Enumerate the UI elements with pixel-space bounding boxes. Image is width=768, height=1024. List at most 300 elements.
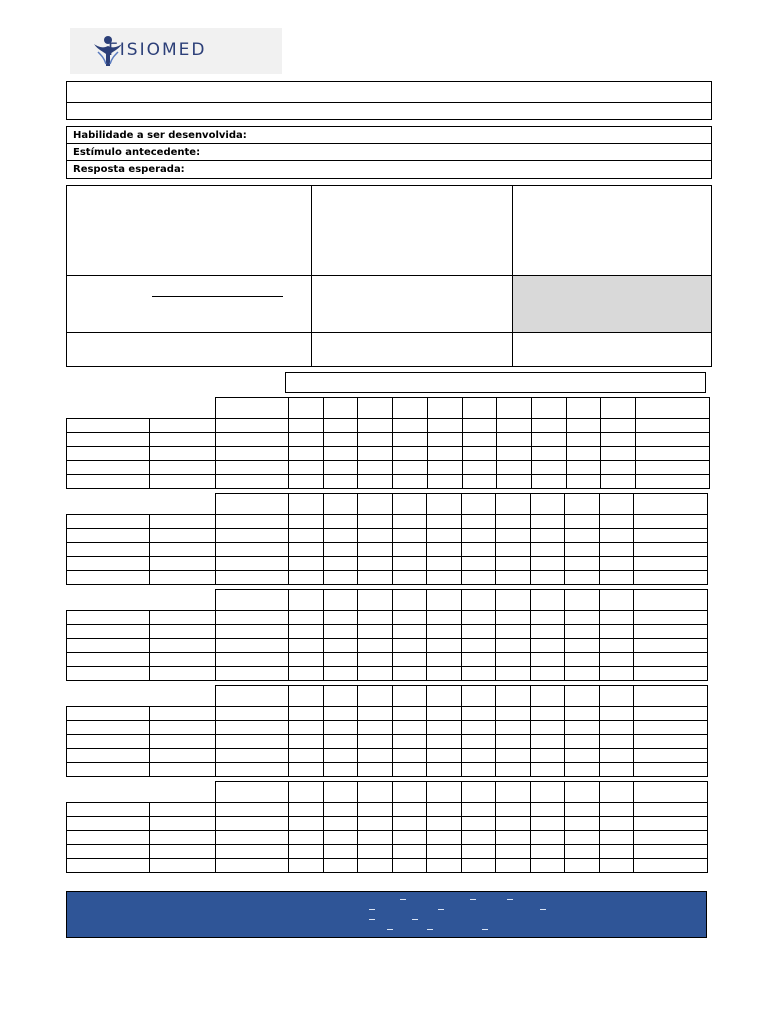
table-cell[interactable] (564, 762, 600, 777)
table-cell[interactable] (66, 802, 150, 817)
table-cell[interactable] (495, 844, 531, 859)
table-cell[interactable] (599, 706, 634, 721)
table-cell[interactable] (531, 432, 567, 447)
table-header-cell[interactable] (215, 397, 289, 419)
table-header-cell[interactable] (392, 589, 427, 611)
table-cell[interactable] (495, 666, 531, 681)
table-cell[interactable] (599, 570, 634, 585)
table-cell[interactable] (323, 816, 358, 831)
table-cell[interactable] (323, 432, 358, 447)
skill-field[interactable] (66, 126, 712, 144)
table-cell[interactable] (357, 528, 393, 543)
table-cell[interactable] (357, 624, 393, 639)
table-cell[interactable] (66, 652, 150, 667)
table-header-cell[interactable] (495, 589, 531, 611)
table-cell[interactable] (462, 460, 497, 475)
table-header-cell[interactable] (357, 781, 393, 803)
table-cell[interactable] (427, 460, 463, 475)
table-cell[interactable] (461, 610, 496, 625)
table-cell[interactable] (215, 570, 289, 585)
table-cell[interactable] (66, 460, 150, 475)
table-cell[interactable] (462, 446, 497, 461)
table-cell[interactable] (495, 556, 531, 571)
table-cell[interactable] (323, 610, 358, 625)
table-cell[interactable] (392, 528, 427, 543)
table-cell[interactable] (599, 830, 634, 845)
table-cell[interactable] (149, 762, 216, 777)
table-cell[interactable] (215, 624, 289, 639)
table-cell[interactable] (215, 556, 289, 571)
table-cell[interactable] (288, 720, 324, 735)
table-cell[interactable] (495, 802, 531, 817)
table-cell[interactable] (461, 844, 496, 859)
table-cell[interactable] (599, 610, 634, 625)
table-cell[interactable] (357, 474, 393, 489)
table-cell[interactable] (566, 446, 601, 461)
table-cell[interactable] (288, 638, 324, 653)
table-cell[interactable] (215, 666, 289, 681)
table-cell[interactable] (495, 542, 531, 557)
table-header-cell[interactable] (215, 781, 289, 803)
table-cell[interactable] (564, 624, 600, 639)
table-cell[interactable] (392, 514, 427, 529)
table-cell[interactable] (288, 610, 324, 625)
table-cell[interactable] (392, 652, 427, 667)
table-cell[interactable] (66, 734, 150, 749)
table-cell[interactable] (66, 666, 150, 681)
table-cell[interactable] (357, 556, 393, 571)
table-title-field[interactable] (285, 372, 706, 393)
table-cell[interactable] (288, 570, 324, 585)
table-cell[interactable] (66, 858, 150, 873)
table-cell[interactable] (564, 514, 600, 529)
table-cell[interactable] (392, 418, 428, 433)
table-cell[interactable] (357, 802, 393, 817)
table-cell[interactable] (392, 720, 427, 735)
table-cell[interactable] (215, 734, 289, 749)
table-cell[interactable] (392, 858, 427, 873)
table-cell[interactable] (531, 418, 567, 433)
table-cell[interactable] (495, 858, 531, 873)
table-header-cell[interactable] (564, 781, 600, 803)
table-cell[interactable] (323, 762, 358, 777)
table-cell[interactable] (357, 666, 393, 681)
table-cell[interactable] (564, 748, 600, 763)
table-cell[interactable] (633, 830, 708, 845)
table-cell[interactable] (426, 762, 462, 777)
table-cell[interactable] (392, 734, 427, 749)
table-cell[interactable] (564, 830, 600, 845)
table-cell[interactable] (215, 816, 289, 831)
table-cell[interactable] (323, 556, 358, 571)
table-cell[interactable] (599, 638, 634, 653)
table-cell[interactable] (323, 570, 358, 585)
table-cell[interactable] (633, 748, 708, 763)
table-cell[interactable] (392, 844, 427, 859)
table-cell[interactable] (530, 706, 565, 721)
table-header-cell[interactable] (530, 685, 565, 707)
table-cell[interactable] (427, 446, 463, 461)
table-cell[interactable] (564, 556, 600, 571)
table-cell[interactable] (461, 830, 496, 845)
table-cell[interactable] (357, 858, 393, 873)
table-cell[interactable] (426, 652, 462, 667)
table-cell[interactable] (357, 610, 393, 625)
table-cell[interactable] (633, 706, 708, 721)
table-header-cell[interactable] (599, 781, 634, 803)
table-cell[interactable] (288, 528, 324, 543)
info-cell[interactable] (512, 275, 712, 333)
table-cell[interactable] (288, 514, 324, 529)
table-cell[interactable] (323, 528, 358, 543)
table-header-cell[interactable] (357, 397, 393, 419)
table-header-cell[interactable] (426, 493, 462, 515)
table-cell[interactable] (323, 802, 358, 817)
table-cell[interactable] (288, 858, 324, 873)
table-cell[interactable] (66, 638, 150, 653)
table-cell[interactable] (357, 748, 393, 763)
table-cell[interactable] (149, 748, 216, 763)
table-cell[interactable] (149, 514, 216, 529)
table-cell[interactable] (149, 652, 216, 667)
table-cell[interactable] (392, 542, 427, 557)
table-cell[interactable] (357, 418, 393, 433)
table-cell[interactable] (357, 762, 393, 777)
table-cell[interactable] (531, 474, 567, 489)
table-cell[interactable] (66, 830, 150, 845)
table-cell[interactable] (323, 844, 358, 859)
table-cell[interactable] (323, 446, 358, 461)
table-header-cell[interactable] (461, 685, 496, 707)
table-cell[interactable] (149, 802, 216, 817)
table-cell[interactable] (288, 802, 324, 817)
table-cell[interactable] (215, 460, 289, 475)
table-cell[interactable] (288, 432, 324, 447)
table-cell[interactable] (215, 830, 289, 845)
table-cell[interactable] (149, 556, 216, 571)
table-cell[interactable] (323, 720, 358, 735)
table-cell[interactable] (461, 734, 496, 749)
table-cell[interactable] (66, 432, 150, 447)
table-header-cell[interactable] (288, 397, 324, 419)
table-cell[interactable] (215, 474, 289, 489)
table-cell[interactable] (599, 802, 634, 817)
table-cell[interactable] (461, 542, 496, 557)
table-header-cell[interactable] (288, 589, 324, 611)
table-cell[interactable] (495, 748, 531, 763)
table-cell[interactable] (496, 418, 532, 433)
table-cell[interactable] (426, 706, 462, 721)
table-cell[interactable] (495, 720, 531, 735)
table-cell[interactable] (495, 830, 531, 845)
table-cell[interactable] (288, 748, 324, 763)
table-cell[interactable] (323, 830, 358, 845)
table-cell[interactable] (461, 556, 496, 571)
table-cell[interactable] (288, 556, 324, 571)
table-cell[interactable] (599, 514, 634, 529)
table-cell[interactable] (215, 528, 289, 543)
table-cell[interactable] (392, 666, 427, 681)
table-cell[interactable] (599, 762, 634, 777)
table-cell[interactable] (633, 638, 708, 653)
table-cell[interactable] (461, 816, 496, 831)
table-cell[interactable] (600, 474, 636, 489)
info-cell[interactable] (512, 185, 712, 276)
table-cell[interactable] (426, 624, 462, 639)
table-cell[interactable] (530, 570, 565, 585)
table-cell[interactable] (149, 624, 216, 639)
table-cell[interactable] (357, 706, 393, 721)
table-cell[interactable] (635, 460, 710, 475)
table-cell[interactable] (215, 858, 289, 873)
table-cell[interactable] (392, 432, 428, 447)
table-header-cell[interactable] (426, 589, 462, 611)
table-header-cell[interactable] (564, 685, 600, 707)
table-cell[interactable] (323, 858, 358, 873)
table-cell[interactable] (323, 666, 358, 681)
table-cell[interactable] (564, 706, 600, 721)
table-cell[interactable] (462, 418, 497, 433)
table-cell[interactable] (323, 418, 358, 433)
table-cell[interactable] (323, 474, 358, 489)
table-cell[interactable] (149, 734, 216, 749)
table-cell[interactable] (66, 816, 150, 831)
table-cell[interactable] (149, 432, 216, 447)
table-cell[interactable] (426, 830, 462, 845)
info-cell[interactable] (311, 185, 513, 276)
table-cell[interactable] (426, 638, 462, 653)
table-cell[interactable] (461, 706, 496, 721)
table-cell[interactable] (599, 666, 634, 681)
table-cell[interactable] (564, 802, 600, 817)
table-header-cell[interactable] (357, 685, 393, 707)
table-cell[interactable] (633, 802, 708, 817)
table-cell[interactable] (357, 720, 393, 735)
table-header-cell[interactable] (530, 781, 565, 803)
table-cell[interactable] (530, 720, 565, 735)
table-cell[interactable] (392, 624, 427, 639)
table-cell[interactable] (323, 652, 358, 667)
table-header-cell[interactable] (215, 493, 289, 515)
info-cell[interactable] (66, 332, 312, 367)
table-cell[interactable] (600, 418, 636, 433)
table-cell[interactable] (530, 514, 565, 529)
table-header-cell[interactable] (461, 589, 496, 611)
table-cell[interactable] (66, 474, 150, 489)
table-cell[interactable] (426, 748, 462, 763)
table-cell[interactable] (633, 514, 708, 529)
table-cell[interactable] (288, 844, 324, 859)
table-cell[interactable] (633, 816, 708, 831)
table-cell[interactable] (599, 734, 634, 749)
table-cell[interactable] (149, 570, 216, 585)
table-cell[interactable] (599, 858, 634, 873)
table-cell[interactable] (564, 844, 600, 859)
table-cell[interactable] (426, 844, 462, 859)
table-cell[interactable] (66, 446, 150, 461)
table-cell[interactable] (392, 460, 428, 475)
table-cell[interactable] (149, 638, 216, 653)
table-cell[interactable] (392, 830, 427, 845)
table-header-cell[interactable] (633, 589, 708, 611)
table-cell[interactable] (392, 802, 427, 817)
table-header-cell[interactable] (427, 397, 463, 419)
table-header-cell[interactable] (392, 781, 427, 803)
table-cell[interactable] (495, 514, 531, 529)
table-cell[interactable] (66, 514, 150, 529)
table-header-cell[interactable] (496, 397, 532, 419)
table-cell[interactable] (564, 858, 600, 873)
table-cell[interactable] (215, 844, 289, 859)
table-cell[interactable] (530, 528, 565, 543)
table-cell[interactable] (461, 858, 496, 873)
table-cell[interactable] (288, 666, 324, 681)
table-cell[interactable] (599, 748, 634, 763)
table-cell[interactable] (426, 666, 462, 681)
table-cell[interactable] (215, 446, 289, 461)
table-cell[interactable] (149, 610, 216, 625)
info-cell[interactable] (311, 332, 513, 367)
table-cell[interactable] (427, 474, 463, 489)
table-cell[interactable] (357, 638, 393, 653)
table-cell[interactable] (288, 418, 324, 433)
table-cell[interactable] (564, 652, 600, 667)
table-header-cell[interactable] (495, 685, 531, 707)
table-cell[interactable] (530, 762, 565, 777)
table-cell[interactable] (461, 652, 496, 667)
table-cell[interactable] (215, 762, 289, 777)
table-cell[interactable] (461, 528, 496, 543)
table-cell[interactable] (633, 610, 708, 625)
table-header-cell[interactable] (426, 781, 462, 803)
table-cell[interactable] (495, 638, 531, 653)
table-cell[interactable] (66, 418, 150, 433)
table-cell[interactable] (461, 748, 496, 763)
table-cell[interactable] (495, 816, 531, 831)
table-header-cell[interactable] (392, 397, 428, 419)
table-cell[interactable] (215, 652, 289, 667)
table-cell[interactable] (566, 418, 601, 433)
table-cell[interactable] (530, 816, 565, 831)
info-cell[interactable] (66, 275, 312, 333)
table-cell[interactable] (600, 446, 636, 461)
table-cell[interactable] (392, 816, 427, 831)
table-cell[interactable] (599, 720, 634, 735)
table-cell[interactable] (495, 624, 531, 639)
table-cell[interactable] (564, 638, 600, 653)
table-cell[interactable] (427, 418, 463, 433)
table-cell[interactable] (633, 542, 708, 557)
table-header-cell[interactable] (357, 589, 393, 611)
table-cell[interactable] (215, 610, 289, 625)
table-cell[interactable] (495, 570, 531, 585)
table-header-cell[interactable] (288, 493, 324, 515)
table-cell[interactable] (66, 706, 150, 721)
table-header-cell[interactable] (462, 397, 497, 419)
table-header-cell[interactable] (531, 397, 567, 419)
table-cell[interactable] (288, 474, 324, 489)
table-cell[interactable] (426, 734, 462, 749)
table-cell[interactable] (530, 734, 565, 749)
table-cell[interactable] (215, 638, 289, 653)
table-cell[interactable] (564, 610, 600, 625)
table-cell[interactable] (495, 652, 531, 667)
table-cell[interactable] (357, 734, 393, 749)
table-cell[interactable] (461, 720, 496, 735)
table-cell[interactable] (66, 748, 150, 763)
table-cell[interactable] (357, 816, 393, 831)
table-cell[interactable] (461, 802, 496, 817)
table-header-cell[interactable] (215, 589, 289, 611)
table-cell[interactable] (215, 720, 289, 735)
table-cell[interactable] (426, 514, 462, 529)
table-header-cell[interactable] (323, 589, 358, 611)
table-cell[interactable] (564, 816, 600, 831)
table-cell[interactable] (288, 830, 324, 845)
table-cell[interactable] (531, 460, 567, 475)
table-cell[interactable] (66, 720, 150, 735)
table-cell[interactable] (427, 432, 463, 447)
table-cell[interactable] (564, 528, 600, 543)
table-cell[interactable] (392, 570, 427, 585)
table-cell[interactable] (149, 528, 216, 543)
table-cell[interactable] (215, 706, 289, 721)
table-cell[interactable] (530, 652, 565, 667)
table-cell[interactable] (392, 706, 427, 721)
table-cell[interactable] (461, 570, 496, 585)
table-cell[interactable] (426, 542, 462, 557)
table-cell[interactable] (66, 762, 150, 777)
table-header-cell[interactable] (633, 493, 708, 515)
info-cell[interactable] (66, 185, 312, 276)
table-cell[interactable] (149, 446, 216, 461)
table-header-cell[interactable] (357, 493, 393, 515)
table-cell[interactable] (149, 816, 216, 831)
table-cell[interactable] (392, 638, 427, 653)
table-cell[interactable] (288, 542, 324, 557)
table-cell[interactable] (66, 610, 150, 625)
table-cell[interactable] (215, 418, 289, 433)
table-header-cell[interactable] (564, 493, 600, 515)
table-cell[interactable] (323, 706, 358, 721)
table-cell[interactable] (323, 460, 358, 475)
table-cell[interactable] (323, 624, 358, 639)
table-cell[interactable] (426, 610, 462, 625)
table-cell[interactable] (357, 460, 393, 475)
table-cell[interactable] (149, 858, 216, 873)
table-cell[interactable] (392, 474, 428, 489)
table-cell[interactable] (288, 762, 324, 777)
table-cell[interactable] (66, 624, 150, 639)
header-field-1[interactable] (66, 81, 712, 103)
table-cell[interactable] (215, 432, 289, 447)
table-header-cell[interactable] (599, 589, 634, 611)
table-cell[interactable] (530, 610, 565, 625)
table-header-cell[interactable] (215, 685, 289, 707)
table-cell[interactable] (635, 418, 710, 433)
table-cell[interactable] (530, 802, 565, 817)
table-cell[interactable] (357, 432, 393, 447)
table-cell[interactable] (633, 570, 708, 585)
table-cell[interactable] (599, 652, 634, 667)
table-cell[interactable] (530, 666, 565, 681)
table-cell[interactable] (149, 474, 216, 489)
table-cell[interactable] (323, 638, 358, 653)
table-cell[interactable] (599, 844, 634, 859)
table-cell[interactable] (633, 528, 708, 543)
table-cell[interactable] (635, 432, 710, 447)
table-cell[interactable] (461, 624, 496, 639)
